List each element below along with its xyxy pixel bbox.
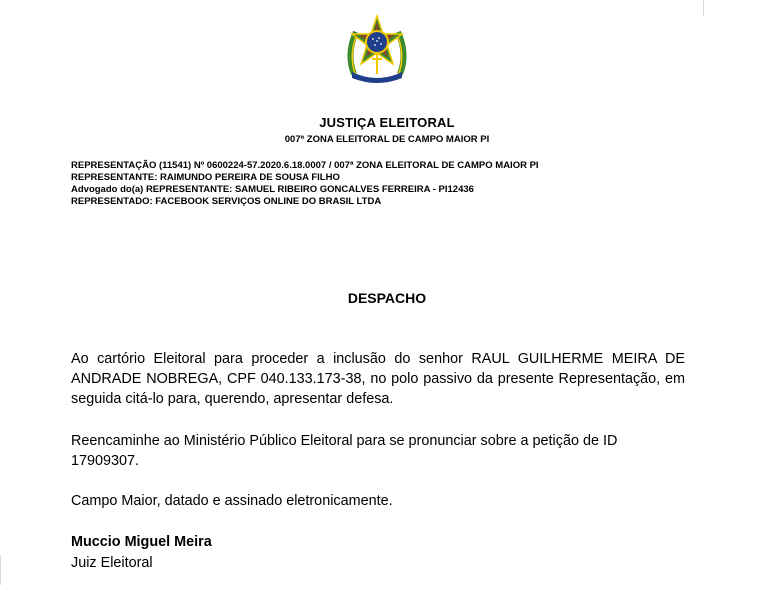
coat-of-arms-icon <box>342 14 412 86</box>
representante-line: REPRESENTANTE: RAIMUNDO PEREIRA DE SOUSA FILHO <box>71 172 340 183</box>
paragraph-location-date: Campo Maior, datado e assinado eletronicamente. <box>71 493 393 509</box>
case-info-block <box>71 160 539 208</box>
page-edge-right <box>703 0 704 16</box>
paragraph-ministerio-publico: Reencaminhe ao Ministério Público Eleitoral para se pronunciar sobre a petição de ID 17909307. <box>71 433 618 469</box>
page-edge-left <box>0 555 1 585</box>
representado-line: REPRESENTADO: FACEBOOK SERVIÇOS ONLINE DO BRASIL LTDA <box>71 196 382 207</box>
document-title: DESPACHO <box>347 290 427 306</box>
case-number-line: REPRESENTAÇÃO (11541) Nº 0600224-57.2020.6.18.0007 / 007ª ZONA ELEITORAL DE CAMPO MAIOR PI <box>71 160 539 171</box>
signer-role: Juiz Eleitoral <box>71 555 153 571</box>
paragraph-inclusion: Ao cartório Eleitoral para proceder a inclusão do senhor RAUL GUILHERME MEIRA DE ANDRADE NOBREGA, CPF 040.133.173-38, no polo passivo da presente Representação, em seguida citá-lo para, querendo, apresentar defesa. <box>71 351 685 407</box>
header-title: JUSTIÇA ELEITORAL <box>319 115 455 130</box>
header-subtitle: 007ª ZONA ELEITORAL DE CAMPO MAIOR PI <box>284 134 490 145</box>
advogado-line: Advogado do(a) REPRESENTANTE: SAMUEL RIBEIRO GONCALVES FERREIRA - PI12436 <box>71 184 474 195</box>
signer-name: Muccio Miguel Meira <box>71 534 212 550</box>
